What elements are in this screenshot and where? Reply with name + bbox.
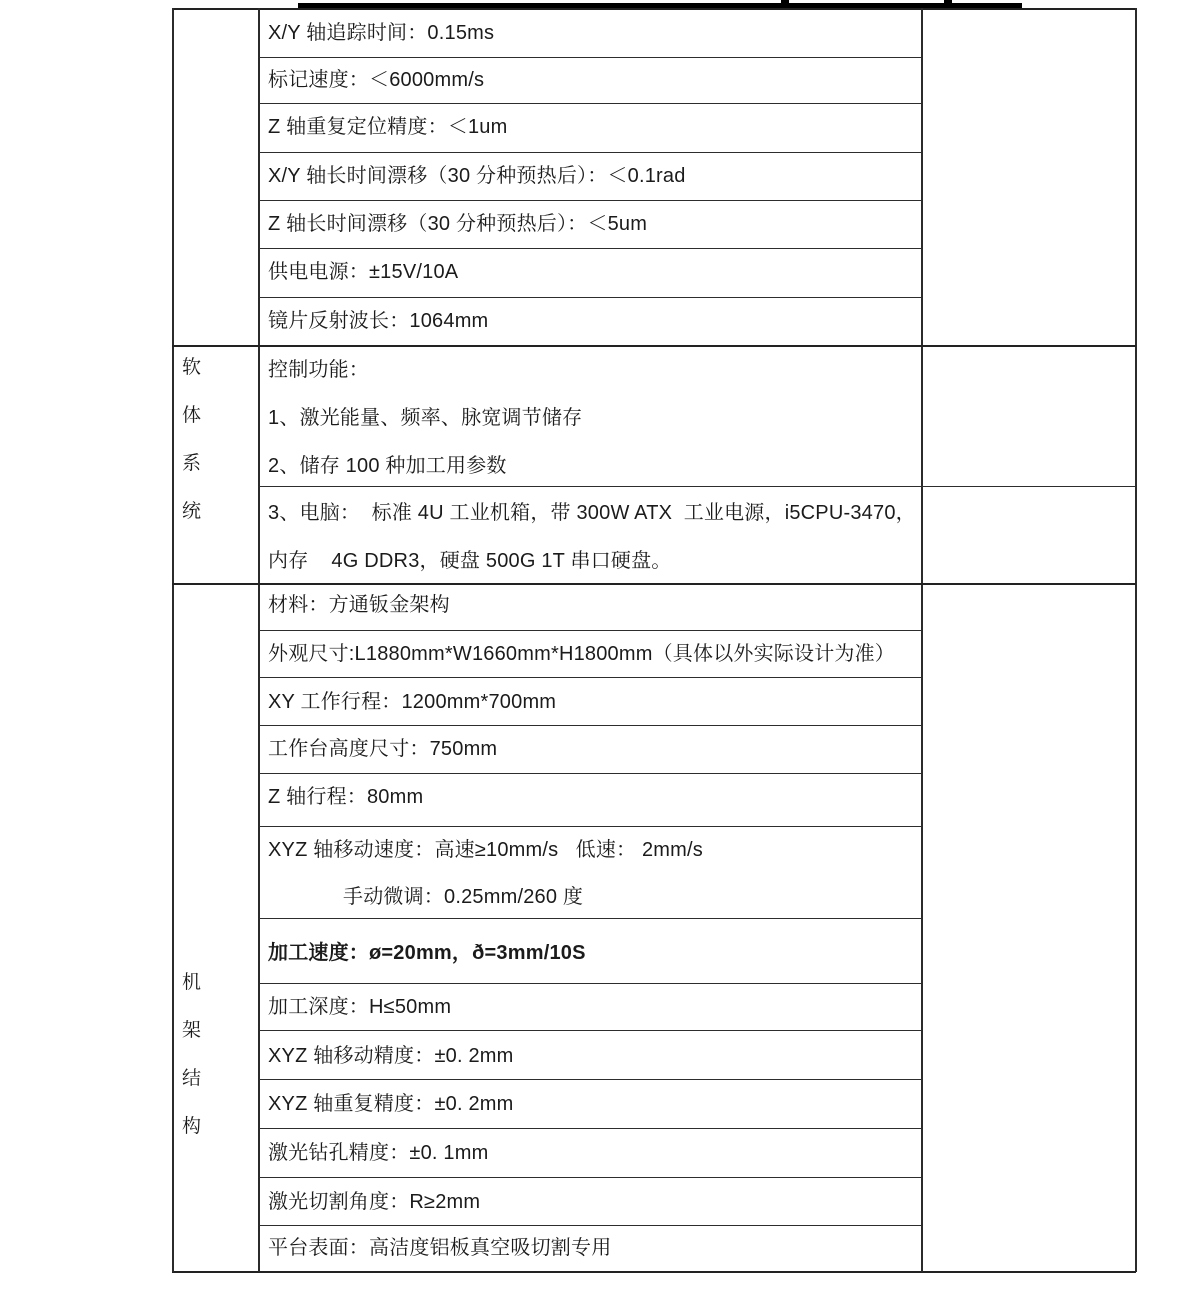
spec-row-text: XYZ 轴移动速度：高速≥10mm/s 低速： 2mm/s — [268, 839, 703, 861]
spec-row-text: 平台表面：高洁度铝板真空吸切割专用 — [268, 1237, 612, 1259]
row-divider — [259, 773, 922, 774]
table-border-bottom — [172, 1271, 1136, 1273]
row-divider — [259, 103, 922, 104]
spec-row-text: XY 工作行程：1200mm*700mm — [268, 691, 557, 713]
row-divider — [259, 1177, 922, 1178]
spec-row-text: 供电电源：±15V/10A — [268, 261, 459, 283]
row-divider — [259, 677, 922, 678]
category-char: 统 — [182, 501, 202, 522]
right-column-cell-software-upper — [923, 346, 1135, 486]
spec-row-text: X/Y 轴长时间漂移（30 分种预热后）：＜0.1rad — [268, 165, 686, 187]
row-divider — [259, 630, 922, 631]
spec-row-text: 材料：方通钣金架构 — [268, 594, 450, 616]
row-divider — [259, 248, 922, 249]
spec-row-text: Z 轴长时间漂移（30 分种预热后）：＜5um — [268, 213, 648, 235]
text-remnant — [781, 0, 789, 3]
category-char: 结 — [182, 1068, 202, 1089]
category-char: 机 — [182, 972, 202, 993]
spec-row-text: XYZ 轴重复精度：±0. 2mm — [268, 1093, 514, 1115]
spec-row-text: 加工速度：ø=20mm，ð=3mm/10S — [268, 942, 586, 964]
right-column-cell-software-lower — [923, 487, 1135, 583]
spec-row-text: Z 轴行程：80mm — [268, 786, 424, 808]
right-column-cell-frame — [923, 584, 1135, 1271]
category-char: 软 — [182, 357, 202, 378]
row-divider — [259, 826, 922, 827]
spec-row-text: 标记速度：＜6000mm/s — [268, 69, 485, 91]
right-column-cell-top — [923, 9, 1135, 345]
row-divider — [259, 1225, 922, 1226]
spec-row-text: 镜片反射波长：1064mm — [268, 310, 489, 332]
row-divider — [259, 1079, 922, 1080]
row-divider — [259, 1128, 922, 1129]
spec-row-text: XYZ 轴移动精度：±0. 2mm — [268, 1045, 514, 1067]
spec-row-text: 手动微调：0.25mm/260 度 — [343, 886, 584, 908]
spec-row-text: 内存 4G DDR3，硬盘 500G 1T 串口硬盘。 — [268, 550, 672, 572]
spec-row-text: 1、激光能量、频率、脉宽调节储存 — [268, 407, 583, 429]
spec-row-text: 外观尺寸:L1880mm*W1660mm*H1800mm（具体以外实际设计为准） — [268, 643, 896, 665]
spec-row-text: 工作台高度尺寸：750mm — [268, 738, 498, 760]
row-divider — [259, 918, 922, 919]
spec-row-text: 2、储存 100 种加工用参数 — [268, 455, 507, 477]
row-divider — [259, 57, 922, 58]
category-char: 系 — [182, 453, 202, 474]
spec-row-text: 加工深度：H≤50mm — [268, 996, 452, 1018]
row-divider — [259, 152, 922, 153]
spec-row-text: 3、电脑： 标准 4U 工业机箱，带 300W ATX 工业电源，i5CPU-3470， — [268, 502, 916, 524]
spec-row-text: Z 轴重复定位精度：＜1um — [268, 116, 508, 138]
category-char: 体 — [182, 405, 202, 426]
category-char: 构 — [182, 1116, 202, 1137]
spec-row-text: X/Y 轴追踪时间：0.15ms — [268, 22, 495, 44]
column-divider-category — [258, 8, 260, 1272]
row-divider — [259, 1030, 922, 1031]
spec-row-text: 激光钻孔精度：±0. 1mm — [268, 1142, 489, 1164]
row-divider — [259, 725, 922, 726]
table-border-right — [1135, 8, 1137, 1272]
row-divider — [259, 200, 922, 201]
row-divider — [259, 983, 922, 984]
row-divider — [259, 297, 922, 298]
text-remnant — [944, 0, 952, 3]
spec-row-text: 控制功能： — [268, 359, 369, 381]
spec-row-text: 激光切割角度：R≥2mm — [268, 1191, 481, 1213]
category-cell-top — [173, 9, 258, 345]
category-char: 架 — [182, 1020, 202, 1041]
